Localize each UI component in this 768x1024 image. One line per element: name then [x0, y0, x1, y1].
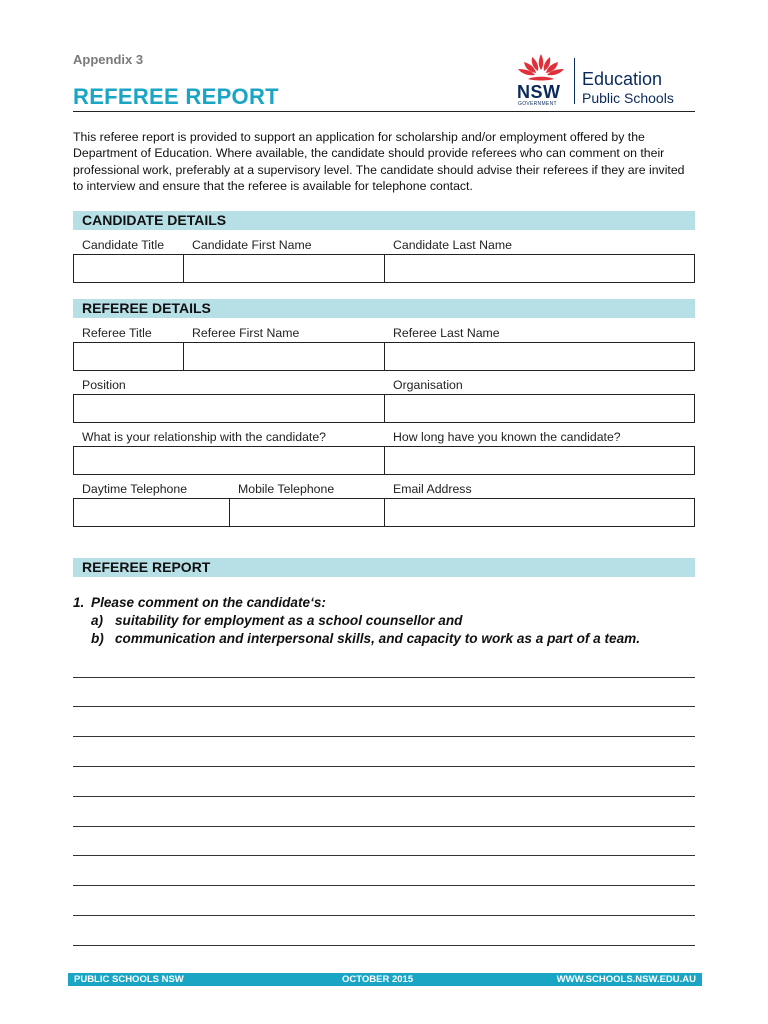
answer-line[interactable]	[73, 736, 695, 737]
answer-line[interactable]	[73, 885, 695, 886]
known-duration-field[interactable]	[385, 447, 694, 474]
referee-name-row	[73, 342, 695, 371]
organisation-label: Organisation	[393, 378, 463, 392]
mobile-telephone-label: Mobile Telephone	[238, 482, 335, 496]
position-field[interactable]	[74, 395, 384, 422]
daytime-telephone-field[interactable]	[74, 499, 229, 526]
referee-title-label: Referee Title	[82, 326, 152, 340]
position-label: Position	[82, 378, 126, 392]
referee-first-name-field[interactable]	[184, 343, 384, 370]
footer-right: WWW.SCHOOLS.NSW.EDU.AU	[556, 974, 696, 985]
answer-line[interactable]	[73, 915, 695, 916]
candidate-last-name-label: Candidate Last Name	[393, 238, 512, 252]
position-row	[73, 394, 695, 423]
candidate-name-row	[73, 254, 695, 283]
question-1b: communication and interpersonal skills, and capacity to work as a part of a team.	[115, 631, 641, 646]
footer-left: PUBLIC SCHOOLS NSW	[74, 974, 184, 985]
title-divider	[73, 111, 695, 112]
referee-last-name-label: Referee Last Name	[393, 326, 500, 340]
candidate-details-heading: CANDIDATE DETAILS	[73, 211, 695, 230]
answer-line[interactable]	[73, 677, 695, 678]
nsw-wordmark: NSW	[517, 82, 561, 102]
logo-education: Education	[582, 69, 663, 89]
referee-details-heading: REFEREE DETAILS	[73, 299, 695, 318]
answer-line[interactable]	[73, 826, 695, 827]
relationship-row	[73, 446, 695, 475]
sub-letter-a: a)	[91, 613, 104, 628]
question-text: Please comment on the candidate‘s:	[91, 595, 326, 610]
question-number: 1.	[73, 595, 85, 610]
page-title: REFEREE REPORT	[73, 84, 279, 109]
nsw-education-logo	[516, 52, 696, 108]
answer-line[interactable]	[73, 945, 695, 946]
answer-line[interactable]	[73, 766, 695, 767]
footer-center: OCTOBER 2015	[342, 974, 414, 985]
page-footer	[68, 973, 702, 986]
referee-last-name-field[interactable]	[385, 343, 694, 370]
relationship-field[interactable]	[74, 447, 384, 474]
intro-paragraph: This referee report is provided to support an application for scholarship and/or employment offered by the Department of Education. Where available, the candidate should provide referees who can comment on their professional work, preferably at a supervisory level. The candidate should advise their referees if they are invited to interview and ensure that the referee is available for telephone contact.	[73, 130, 685, 193]
contact-row	[73, 498, 695, 527]
appendix-label: Appendix 3	[73, 52, 144, 67]
candidate-first-name-label: Candidate First Name	[192, 238, 312, 252]
referee-report-heading: REFEREE REPORT	[73, 558, 695, 577]
question-1	[73, 594, 640, 648]
email-address-field[interactable]	[385, 499, 694, 526]
mobile-telephone-field[interactable]	[230, 499, 384, 526]
answer-line[interactable]	[73, 706, 695, 707]
candidate-title-field[interactable]	[74, 255, 183, 282]
government-wordmark: GOVERNMENT	[518, 101, 557, 107]
relationship-label: What is your relationship with the candidate?	[82, 430, 327, 444]
waratah-icon	[516, 52, 566, 84]
answer-line[interactable]	[73, 855, 695, 856]
daytime-telephone-label: Daytime Telephone	[82, 482, 188, 496]
sub-letter-b: b)	[91, 631, 104, 646]
question-1a: suitability for employment as a school counsellor and	[115, 613, 463, 628]
answer-line[interactable]	[73, 796, 695, 797]
candidate-title-label: Candidate Title	[82, 238, 165, 252]
organisation-field[interactable]	[385, 395, 694, 422]
logo-divider	[574, 58, 575, 104]
candidate-last-name-field[interactable]	[385, 255, 694, 282]
referee-title-field[interactable]	[74, 343, 183, 370]
referee-first-name-label: Referee First Name	[192, 326, 300, 340]
known-duration-label: How long have you known the candidate?	[393, 430, 621, 444]
candidate-first-name-field[interactable]	[184, 255, 384, 282]
logo-public-schools: Public Schools	[582, 90, 674, 106]
email-address-label: Email Address	[393, 482, 472, 496]
